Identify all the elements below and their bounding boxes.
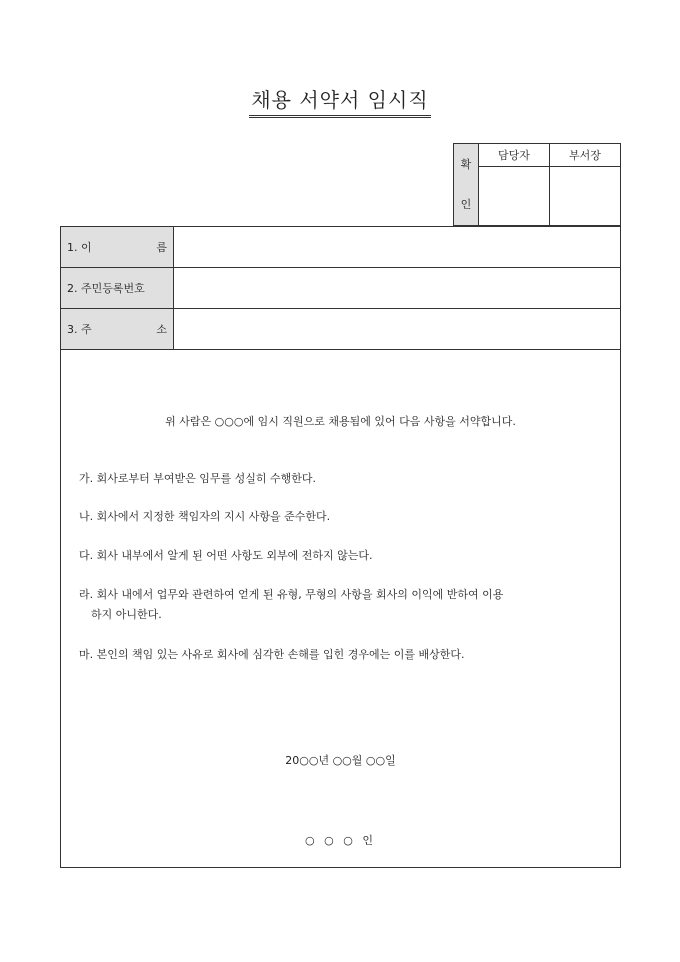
clause-ma: 마. 본인의 책임 있는 사유로 회사에 심각한 손해를 입힌 경우에는 이를 배상한다.: [79, 648, 465, 661]
field-value-id[interactable]: [174, 268, 621, 309]
approval-col-head: 부서장: [550, 144, 621, 167]
approval-label-top: 확: [460, 157, 472, 171]
approval-box: [453, 143, 621, 226]
info-table: [60, 226, 621, 350]
clause-da: 다. 회사 내부에서 알게 된 어떤 사항도 외부에 전하지 않는다.: [79, 549, 373, 562]
document-title-text: 채용 서약서 임시직: [249, 84, 430, 118]
approval-sign-head[interactable]: [550, 167, 621, 226]
clause-ra-continued: 하지 아니한다.: [91, 608, 162, 621]
document-title: [0, 84, 680, 118]
field-label-right: 소: [156, 323, 167, 336]
approval-label: [454, 144, 479, 226]
pledge-body: [60, 350, 621, 868]
field-num: 1.: [67, 241, 78, 254]
pledge-date: 20○○년 ○○월 ○○일: [285, 754, 396, 767]
field-num: 3.: [67, 323, 78, 336]
approval-col-manager: 담당자: [479, 144, 550, 167]
clause-ga: 가. 회사로부터 부여받은 임무를 성실히 수행한다.: [79, 472, 316, 485]
field-label-id: [61, 268, 174, 309]
field-row-name: [61, 227, 621, 268]
signature-line: ○ ○ ○ 인: [305, 834, 376, 847]
field-value-address[interactable]: [174, 309, 621, 350]
field-row-address: [61, 309, 621, 350]
field-num: 2.: [67, 282, 78, 295]
field-label-address: [61, 309, 174, 350]
clause-ra: 라. 회사 내에서 업무와 관련하여 얻게 된 유형, 무형의 사항을 회사의 이익에 반하여 이용: [79, 588, 504, 601]
field-label-name: [61, 227, 174, 268]
field-label-right: 름: [156, 241, 167, 254]
approval-sign-manager[interactable]: [479, 167, 550, 226]
clause-na: 나. 회사에서 지정한 책임자의 지시 사항을 준수한다.: [79, 510, 331, 523]
field-label-left: 이: [81, 241, 92, 254]
field-label-left: 주민등록번호: [81, 282, 145, 295]
field-label-left: 주: [81, 323, 92, 336]
field-value-name[interactable]: [174, 227, 621, 268]
field-row-id: [61, 268, 621, 309]
pledge-intro: 위 사람은 ○○○에 임시 직원으로 채용됨에 있어 다음 사항을 서약합니다.: [165, 415, 516, 428]
approval-label-bottom: 인: [460, 197, 472, 211]
